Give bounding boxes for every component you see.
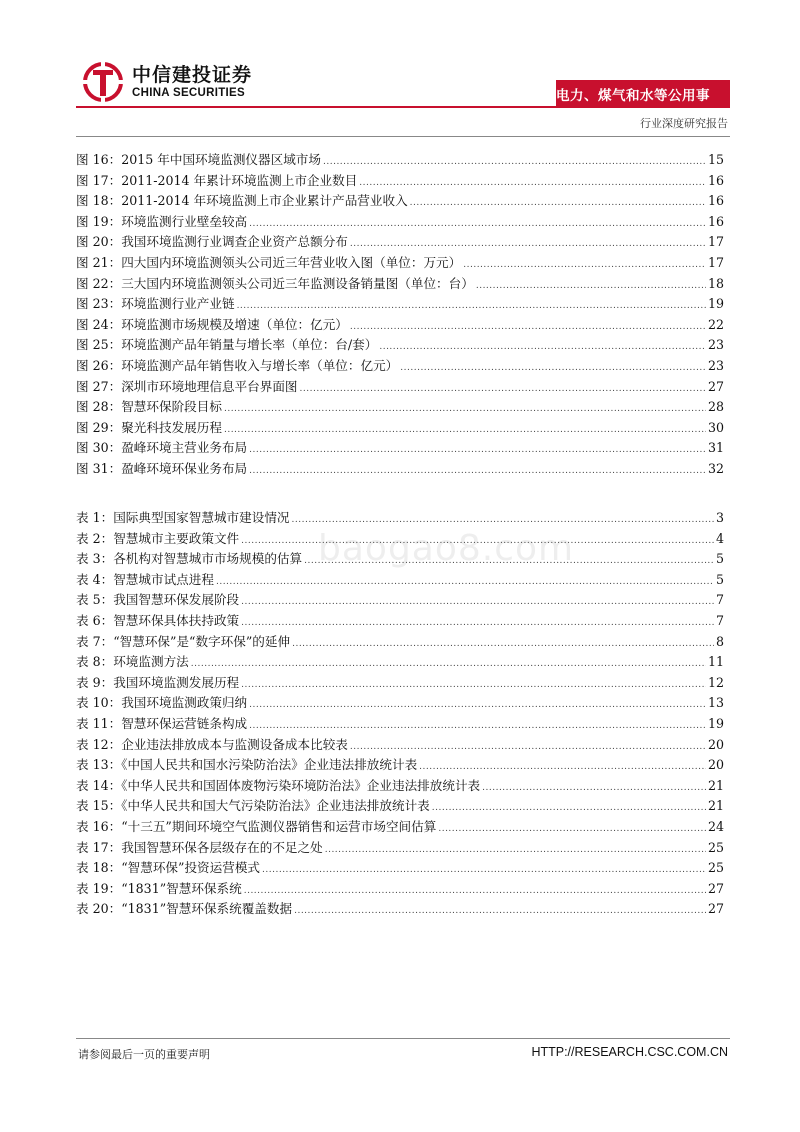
toc-page: 11 [707, 654, 724, 670]
toc-leader [244, 881, 706, 902]
toc-label: 表 7：“智慧环保”是“数字环保”的延伸 [76, 633, 291, 649]
toc-label: 图 20：我国环境监测行业调查企业资产总额分布 [76, 234, 348, 250]
toc-label: 图 19：环境监测行业壁垒较高 [76, 213, 248, 229]
toc-row-figure[interactable] [76, 171, 724, 192]
toc-leader [325, 840, 706, 861]
toc-label: 表 6：智慧环保具体扶持政策 [76, 612, 240, 628]
toc-row-figure[interactable] [76, 377, 724, 398]
toc-leader [216, 572, 714, 593]
toc-leader [379, 337, 706, 358]
watermark: baogao8.com [318, 528, 575, 569]
toc-row-figure[interactable] [76, 459, 724, 480]
toc-leader [359, 173, 706, 194]
toc-page: 27 [707, 901, 724, 917]
toc-leader [419, 757, 706, 778]
toc-row-figure[interactable] [76, 397, 724, 418]
toc-row-table[interactable] [76, 611, 724, 632]
toc-row-table[interactable] [76, 879, 724, 900]
toc-label: 图 21：四大国内环境监测领头公司近三年营业收入图（单位：万元） [76, 254, 462, 270]
toc-label: 表 2：智慧城市主要政策文件 [76, 530, 240, 546]
toc-row-table[interactable] [76, 590, 724, 611]
toc-leader [476, 276, 706, 297]
toc-row-table[interactable] [76, 899, 724, 920]
toc-page: 21 [707, 798, 724, 814]
toc-label: 表 4：智慧城市试点进程 [76, 571, 214, 587]
toc-leader [482, 778, 706, 799]
toc-leader [191, 654, 706, 675]
toc-row-table[interactable] [76, 714, 724, 735]
toc-page: 7 [715, 612, 724, 628]
toc-label: 图 29：聚光科技发展历程 [76, 419, 222, 435]
toc-page: 21 [707, 777, 724, 793]
toc-row-table[interactable] [76, 632, 724, 653]
toc-row-table[interactable] [76, 755, 724, 776]
toc-row-table[interactable] [76, 817, 724, 838]
toc-page: 13 [707, 695, 724, 711]
citic-logo-icon [80, 62, 126, 102]
toc-label: 表 20：“1831”智慧环保系统覆盖数据 [76, 901, 293, 917]
report-type-label: 行业深度研究报告 [640, 117, 728, 130]
toc-label: 图 23：环境监测行业产业链 [76, 296, 235, 312]
toc-row-table[interactable] [76, 776, 724, 797]
toc-label: 表 19：“1831”智慧环保系统 [76, 880, 242, 896]
toc-label: 表 16：“十三五”期间环境空气监测仪器销售和运营市场空间估算 [76, 818, 437, 834]
toc-row-figure[interactable] [76, 294, 724, 315]
toc-label: 表 13：《中国人民共和国水污染防治法》企业违法排放统计表 [76, 757, 418, 773]
toc-label: 表 18：“智慧环保”投资运营模式 [76, 860, 261, 876]
toc-leader [237, 296, 706, 317]
toc-leader [224, 420, 706, 441]
toc-leader [292, 634, 714, 655]
toc-label: 图 17：2011-2014 年累计环境监测上市企业数目 [76, 172, 358, 188]
toc-label: 图 16：2015 年中国环境监测仪器区域市场 [76, 152, 321, 167]
industry-label: 电力、煤气和水等公用事业 [556, 88, 710, 124]
toc-label: 图 30：盈峰环境主营业务布局 [76, 440, 248, 456]
toc-label: 表 12：企业违法排放成本与监测设备成本比较表 [76, 736, 348, 752]
toc-page: 25 [707, 860, 724, 876]
toc-leader [241, 592, 714, 613]
toc-label: 图 26：环境监测产品年销售收入与增长率（单位：亿元） [76, 357, 399, 373]
toc-label: 表 10：我国环境监测政策归纳 [76, 695, 248, 711]
toc-page: 23 [707, 357, 724, 373]
toc-row-table[interactable] [76, 508, 724, 529]
toc-label: 图 24：环境监测市场规模及增速（单位：亿元） [76, 316, 348, 332]
header-red-divider [76, 106, 730, 108]
toc-page: 15 [707, 152, 724, 167]
toc-leader [350, 737, 706, 758]
toc-page: 27 [707, 378, 724, 394]
toc-page: 19 [707, 296, 724, 312]
toc-label: 表 8：环境监测方法 [76, 654, 189, 670]
toc-leader [432, 798, 706, 819]
footer-url-link[interactable]: HTTP://RESEARCH.CSC.COM.CN [531, 1045, 728, 1059]
toc-leader [249, 461, 706, 482]
toc-label: 图 18：2011-2014 年环境监测上市企业累计产品营业收入 [76, 193, 408, 209]
toc-page: 16 [707, 213, 724, 229]
table-list [76, 508, 724, 920]
logo-chinese-name: 中信建投证券 [132, 64, 253, 86]
toc-row-table[interactable] [76, 838, 724, 859]
toc-page: 7 [715, 592, 724, 608]
toc-label: 表 14：《中华人民共和国固体废物污染环境防治法》企业违法排放统计表 [76, 777, 481, 793]
figure-list [76, 150, 724, 480]
toc-leader [294, 901, 706, 922]
toc-label: 表 17：我国智慧环保各层级存在的不足之处 [76, 839, 323, 855]
toc-label: 图 27：深圳市环境地理信息平台界面图 [76, 378, 298, 394]
toc-row-figure[interactable] [76, 438, 724, 459]
toc-page: 17 [707, 234, 724, 250]
toc-page: 12 [707, 674, 724, 690]
toc-label: 图 22：三大国内环境监测领头公司近三年监测设备销量图（单位：台） [76, 275, 474, 291]
toc-page: 4 [715, 530, 724, 546]
toc-row-figure[interactable] [76, 212, 724, 233]
toc-page: 30 [707, 419, 724, 435]
toc-page: 19 [707, 715, 724, 731]
header-gray-divider [76, 136, 730, 137]
toc-row-table[interactable] [76, 673, 724, 694]
toc-leader [438, 819, 706, 840]
toc-label: 图 28：智慧环保阶段目标 [76, 399, 222, 415]
toc-row-table[interactable] [76, 858, 724, 879]
toc-page: 32 [707, 460, 724, 476]
toc-page: 20 [707, 736, 724, 752]
toc-leader [323, 152, 706, 173]
toc-row-table[interactable] [76, 693, 724, 714]
toc-page: 5 [715, 551, 724, 567]
toc-label: 表 1：国际典型国家智慧城市建设情况 [76, 510, 290, 525]
toc-leader [350, 317, 706, 338]
toc-row-figure[interactable] [76, 150, 724, 171]
toc-leader [463, 255, 706, 276]
toc-row-figure[interactable] [76, 418, 724, 439]
toc-page: 31 [707, 440, 724, 456]
toc-label: 表 9：我国环境监测发展历程 [76, 674, 240, 690]
toc-row-table[interactable] [76, 796, 724, 817]
toc-label: 表 5：我国智慧环保发展阶段 [76, 592, 240, 608]
page-header [0, 0, 800, 140]
toc-row-figure[interactable] [76, 315, 724, 336]
toc-row-table[interactable] [76, 570, 724, 591]
toc-row-figure[interactable] [76, 253, 724, 274]
toc-leader [249, 214, 706, 235]
toc-page: 24 [707, 818, 724, 834]
toc-page: 28 [707, 399, 724, 415]
footer-disclaimer: 请参阅最后一页的重要声明 [78, 1048, 210, 1061]
toc-label: 图 25：环境监测产品年销量与增长率（单位：台/套） [76, 337, 378, 353]
toc-page: 16 [707, 172, 724, 188]
toc-page: 23 [707, 337, 724, 353]
toc-label: 表 3：各机构对智慧城市市场规模的估算 [76, 551, 303, 567]
toc-page: 17 [707, 254, 724, 270]
toc-leader [249, 716, 706, 737]
toc-page: 3 [715, 510, 724, 525]
toc-label: 表 11：智慧环保运营链条构成 [76, 715, 248, 731]
toc-leader [262, 860, 706, 881]
company-logo [80, 62, 252, 102]
toc-row-figure[interactable] [76, 356, 724, 377]
toc-leader [410, 193, 706, 214]
toc-leader [300, 379, 706, 400]
toc-page: 16 [707, 193, 724, 209]
toc-row-figure[interactable] [76, 335, 724, 356]
logo-english-name: CHINA SECURITIES [132, 87, 245, 99]
toc-page: 27 [707, 880, 724, 896]
toc-page: 5 [715, 571, 724, 587]
toc-leader [241, 613, 714, 634]
toc-leader [400, 358, 706, 379]
toc-page: 8 [715, 633, 724, 649]
toc-page: 22 [707, 316, 724, 332]
toc-label: 表 15：《中华人民共和国大气污染防治法》企业违法排放统计表 [76, 798, 430, 814]
toc-row-figure[interactable] [76, 274, 724, 295]
toc-leader [350, 234, 706, 255]
toc-row-table[interactable] [76, 652, 724, 673]
footer-divider [76, 1038, 730, 1039]
toc-row-figure[interactable] [76, 191, 724, 212]
toc-label: 图 31：盈峰环境环保业务布局 [76, 460, 248, 476]
toc-page: 20 [707, 757, 724, 773]
toc-leader [224, 399, 706, 420]
toc-row-figure[interactable] [76, 232, 724, 253]
toc-row-table[interactable] [76, 735, 724, 756]
toc-page: 18 [707, 275, 724, 291]
toc-leader [241, 675, 706, 696]
toc-leader [249, 440, 706, 461]
toc-page: 25 [707, 839, 724, 855]
toc-leader [249, 695, 706, 716]
